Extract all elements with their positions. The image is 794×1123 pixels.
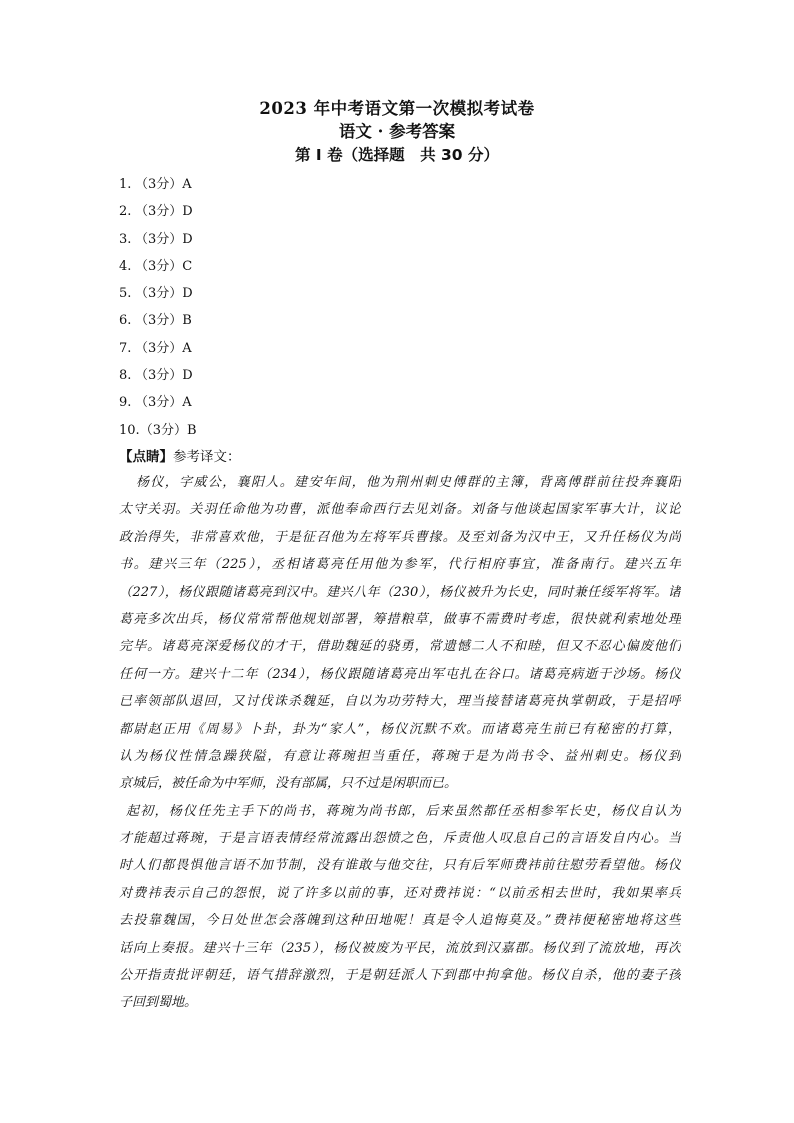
paragraph-line: 子回到蜀地。 bbox=[119, 995, 198, 1011]
paragraph-line: （227），杨仪跟随诸葛亮到汉中。建兴八年（230），杨仪被升为长史，同时兼任绥军将军。诸 bbox=[119, 584, 681, 600]
answer-list bbox=[119, 175, 197, 448]
answer-number: 5. bbox=[119, 286, 132, 302]
paragraph-line: 京城后，被任命为中军师，没有部属，只不过是闲职而已。 bbox=[119, 776, 458, 792]
answer-number: 6. bbox=[119, 313, 132, 329]
paragraph-line: 才能超过蒋琬，于是言语表情经常流露出怨愤之色，斥责他人叹息自己的言语发自内心。当 bbox=[119, 831, 681, 847]
answer-number: 3. bbox=[119, 231, 132, 247]
answer-number: 7. bbox=[119, 340, 132, 356]
tip-label: 参考译文： bbox=[173, 449, 241, 465]
answer-item bbox=[119, 202, 197, 229]
answer-number: 1. bbox=[119, 177, 132, 192]
answer-item bbox=[119, 257, 197, 284]
paragraph-line: 任何一方。建兴十二年（234），杨仪跟随诸葛亮出军屯扎在谷口。诸葛亮病逝于沙场。杨仪 bbox=[119, 666, 681, 682]
exam-subtitle: 语文 · 参考答案 bbox=[338, 122, 456, 141]
answer-item bbox=[119, 230, 197, 257]
answer-number: 2. bbox=[119, 204, 132, 220]
answer-text: （3分）B bbox=[135, 313, 192, 329]
tip-bracket-label: 【点睛】 bbox=[119, 449, 173, 465]
answer-number: 10. bbox=[119, 422, 140, 438]
paragraph-line: 对费祎表示自己的怨恨，说了许多以前的事，还对费祎说：“以前丞相去世时，我如果率兵 bbox=[119, 885, 681, 901]
answer-text: （3分）D bbox=[135, 368, 193, 384]
paragraph-line: 杨仪，字威公，襄阳人。建安年间，他为荆州刺史傅群的主簿，背离傅群前往投奔襄阳 bbox=[136, 475, 681, 490]
document-header bbox=[0, 98, 794, 166]
answer-item bbox=[119, 339, 197, 366]
paragraph-line: 时人们都畏惧他言语不加节制，没有谁敢与他交往，只有后军师费祎前往慰劳看望他。杨仪 bbox=[119, 858, 681, 874]
answer-text: （3分）A bbox=[135, 340, 192, 356]
answer-text: （3分）C bbox=[135, 258, 193, 274]
answer-text: （3分）D bbox=[135, 286, 193, 302]
paragraph-line: 去投靠魏国，今日处世怎会落魄到这种田地呢！真是令人追悔莫及。”费祎便秘密地将这些 bbox=[119, 913, 681, 929]
answer-text: （3分）A bbox=[135, 177, 192, 192]
answer-number: 4. bbox=[119, 258, 132, 274]
answer-item bbox=[119, 175, 197, 202]
answer-item bbox=[119, 311, 197, 338]
paragraph-line: 书。建兴三年（225），丞相诸葛亮任用他为参军，代行相府事宜，准备南行。建兴五年 bbox=[119, 557, 681, 573]
paragraph-line: 葛亮多次出兵，杨仪常常帮他规划部署，筹措粮草，做事不需费时考虑，很快就利索地处理 bbox=[119, 611, 681, 627]
paragraph-line: 太守关羽。关羽任命他为功曹，派他奉命西行去见刘备。刘备与他谈起国家军事大计，议论 bbox=[119, 502, 681, 518]
tip-heading bbox=[119, 447, 241, 467]
answer-item bbox=[119, 366, 197, 393]
answer-number: 9. bbox=[119, 395, 132, 411]
paragraph-line: 起初，杨仪任先主手下的尚书，蒋琬为尚书郎，后来虽然都任丞相参军长史，杨仪自认为 bbox=[126, 803, 681, 819]
exam-title: 2023 年中考语文第一次模拟考试卷 bbox=[259, 99, 535, 118]
answer-text: （3分）A bbox=[135, 395, 192, 411]
paragraph-line: 都尉赵正用《周易》卜卦，卦为“家人”，杨仪沉默不欢。而诸葛亮生前已有秘密的打算， bbox=[119, 721, 681, 737]
paragraph-line: 已率领部队退回，又讨伐诛杀魏延，自以为功劳特大，理当接替诸葛亮执掌朝政，于是招呼 bbox=[119, 694, 681, 710]
answer-item bbox=[119, 284, 197, 311]
answer-text: （3分）B bbox=[139, 422, 197, 438]
translation-body bbox=[119, 473, 681, 1021]
answer-item bbox=[119, 393, 197, 420]
paragraph-line: 认为杨仪性情急躁狭隘，有意让蒋琬担当重任，蒋琬于是为尚书令、益州刺史。杨仪到 bbox=[119, 748, 681, 764]
answer-number: 8. bbox=[119, 368, 132, 384]
section-heading: 第 I 卷（选择题 共 30 分） bbox=[295, 146, 499, 164]
paragraph-line: 话向上奏报。建兴十三年（235），杨仪被废为平民，流放到汉嘉郡。杨仪到了流放地，再次 bbox=[119, 940, 681, 956]
paragraph-line: 公开指责批评朝廷，语气措辞激烈，于是朝廷派人下到郡中拘拿他。杨仪自杀，他的妻子孩 bbox=[119, 968, 681, 984]
answer-text: （3分）D bbox=[135, 231, 193, 247]
answer-text: （3分）D bbox=[135, 204, 193, 220]
paragraph-line: 完毕。诸葛亮深爱杨仪的才干，借助魏延的骁勇，常遗憾二人不和睦，但又不忍心偏废他们 bbox=[119, 639, 681, 655]
paragraph-line: 政治得失，非常喜欢他，于是征召他为左将军兵曹掾。及至刘备为汉中王，又升任杨仪为尚 bbox=[119, 529, 681, 545]
answer-item bbox=[119, 421, 197, 448]
